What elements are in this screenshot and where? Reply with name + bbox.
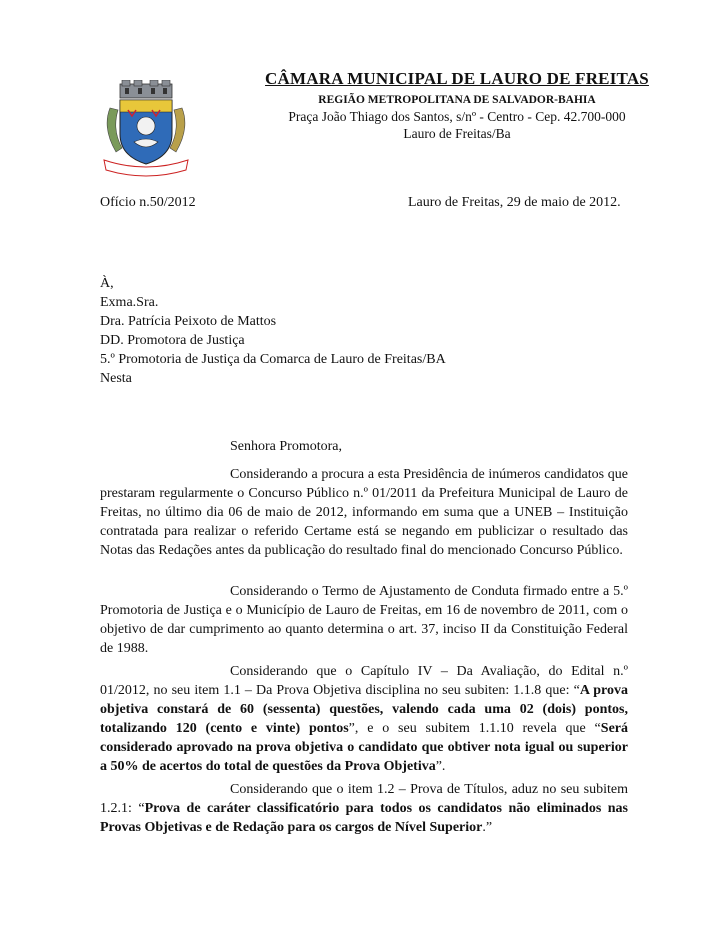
header-region: REGIÃO METROPOLITANA DE SALVADOR-BAHIA: [318, 94, 596, 106]
addressee-line: 5.º Promotoria de Justiça da Comarca de Lauro de Freitas/BA: [100, 352, 446, 367]
addressee-line: À,: [100, 276, 114, 291]
addressee-line: DD. Promotora de Justiça: [100, 333, 245, 348]
header-city: Lauro de Freitas/Ba: [403, 126, 511, 141]
paragraph-text: .”: [482, 820, 493, 835]
municipal-crest-icon: [100, 80, 192, 180]
addressee-line: Dra. Patrícia Peixoto de Mattos: [100, 314, 277, 329]
salutation: Senhora Promotora,: [230, 439, 342, 454]
addressee-line: Exma.Sra.: [100, 295, 159, 310]
paragraph-text: Considerando o Termo de Ajustamento de Conduta firmado entre a 5.º Promotoria de Justiça e o Município de Lauro de Freitas, em 16 de novembro de 2011, com o objetivo de dar cumprimento ao quanto determina o art. 37, inciso II da Constituição Federal de 1988.: [100, 584, 628, 656]
body-paragraph: [100, 662, 628, 776]
quoted-text: A prova objetiva constará de 60 (sessenta) questões, valendo cada uma 02 (dois) pontos, totalizando 120 (cento e vinte) pontos: [100, 683, 628, 736]
addressee-line: Nesta: [100, 371, 132, 386]
header-title: CÂMARA MUNICIPAL DE LAURO DE FREITAS: [265, 69, 649, 88]
body-paragraph: [100, 780, 628, 837]
body-paragraph: [100, 465, 628, 560]
paragraph-text: Considerando que o Capítulo IV – Da Avaliação, do Edital n.º 01/2012, no seu item 1.1 – Da Prova Objetiva disciplina no seu subiten: 1.1.8 que: “: [100, 664, 628, 698]
paragraph-text: ”, e o seu subitem 1.1.10 revela que “: [348, 721, 601, 736]
oficio-date: Lauro de Freitas, 29 de maio de 2012.: [408, 195, 621, 210]
paragraph-text: ”.: [435, 759, 446, 774]
paragraph-text: Considerando que o item 1.2 – Prova de Títulos, aduz no seu subitem 1.2.1: “: [100, 782, 628, 816]
quoted-text: Prova de caráter classificatório para todos os candidatos não eliminados nas Provas Objetivas e de Redação para os cargos de Nível Superior: [100, 801, 628, 835]
paragraph-text: Considerando a procura a esta Presidência de inúmeros candidatos que prestaram regularmente o Concurso Público n.º 01/2011 da Prefeitura Municipal de Lauro de Freitas, no último dia 06 de maio de 2012, informando em suma que a UNEB – Instituição contratada para realizar o referido Certame está se negando em publicizar o resultado das Notas das Redações antes da publicação do resultado final do mencionado Concurso Público.: [100, 467, 628, 558]
oficio-number: Ofício n.50/2012: [100, 195, 196, 210]
body-paragraph: [100, 582, 628, 658]
quoted-text: Será considerado aprovado na prova objetiva o candidato que obtiver nota igual ou superior a 50% de acertos do total de questões da Prova Objetiva: [100, 721, 628, 774]
header-address: Praça João Thiago dos Santos, s/nº - Centro - Cep. 42.700-000: [288, 109, 626, 124]
